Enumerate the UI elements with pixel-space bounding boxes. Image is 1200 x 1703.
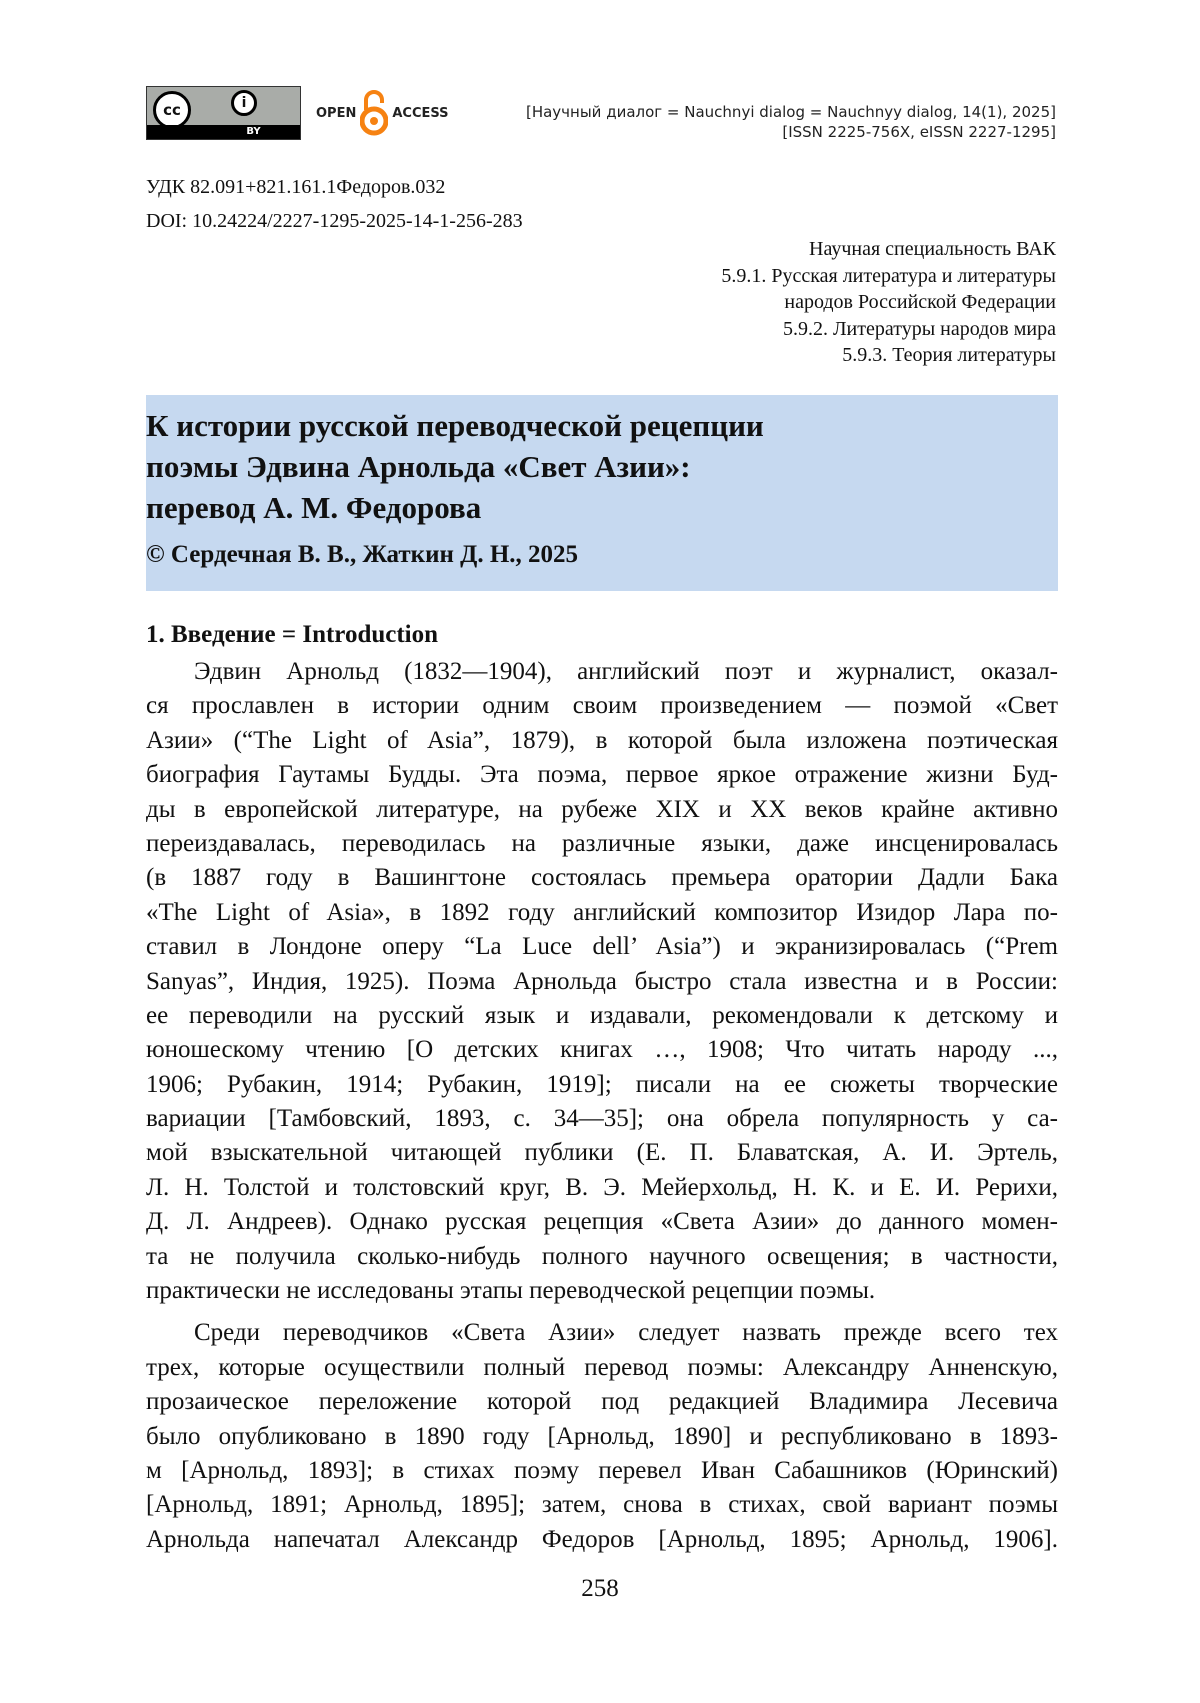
paragraph-line: [Арнольд, 1891; Арнольд, 1895]; затем, снова в стихах, свой вариант поэмы [146,1491,1058,1519]
cc-by-license-badge [146,86,301,140]
paragraph-line: Sanyas”, Индия, 1925). Поэма Арнольда быстро стала известна и в России: [146,967,1058,995]
paragraph-line: ставил в Лондоне оперу “La Luce dell’ Asia”) и экранизировалась (“Prem [146,933,1058,961]
paragraph-line: «The Light of Asia», в 1892 году английский композитор Изидор Лара по- [146,898,1058,926]
attribution-person-icon: i [231,90,257,116]
paragraph-line: 1906; Рубакин, 1914; Рубакин, 1919]; писали на ее сюжеты творческие [146,1070,1058,1098]
paragraph-line: было опубликовано в 1890 году [Арнольд, 1890] и республиковано в 1893- [146,1422,1058,1450]
title-line: К истории русской переводческой рецепции [146,408,764,443]
paragraph-line: ды в европейской литературе, на рубеже XIX и XX веков крайне активно [146,795,1058,823]
paragraph-line: юношескому чтению [О детских книгах …, 1908; Что читать народу ..., [146,1036,1058,1064]
paragraph-line: мой взыскательной читающей публики (Е. П. Блаватская, А. И. Эртель, [146,1139,1058,1167]
title-box [146,395,1058,591]
paragraph-line: прозаическое переложение которой под редакцией Владимира Лесевича [146,1388,1058,1416]
body-text [146,655,1058,1557]
journal-line: [Научный диалог = Nauchnyi dialog = Nauchnyy dialog, 14(1), 2025] [525,103,1056,121]
specialty-line: 5.9.2. Литературы народов мира [782,317,1056,340]
article-title [146,405,764,528]
paragraph-line: Арнольда напечатал Александр Федоров [Арнольд, 1895; Арнольд, 1906]. [146,1525,1058,1553]
paragraph-line: Д. Л. Андреев). Однако русская рецепция «Света Азии» до данного момен- [146,1208,1058,1236]
paragraph-line: Среди переводчиков «Света Азии» следует назвать прежде всего тех [194,1319,1058,1347]
paragraph-line: Азии» (“The Light of Asia”, 1879), в которой была изложена поэтическая [146,726,1058,754]
by-label: BY [147,125,300,139]
paragraph-line: ся прославлен в истории одним своим произведением — поэмой «Свет [146,692,1058,720]
open-label: OPEN [316,105,357,121]
journal-citation [526,102,1056,142]
cc-icon: cc [153,91,191,129]
paragraph-line: (в 1887 году в Вашингтоне состоялась премьера оратории Дадли Бака [146,864,1058,892]
authors: © Сердечная В. В., Жаткин Д. Н., 2025 [146,541,579,568]
paragraph-line: Л. Н. Толстой и толстовский круг, В. Э. Мейерхольд, Н. К. и Е. И. Рерихи, [146,1173,1058,1201]
paragraph-line: биография Гаутамы Будды. Эта поэма, первое яркое отражение жизни Буд- [146,761,1058,789]
paragraph-line: трех, которые осуществили полный перевод поэмы: Александру Анненскую, [146,1353,1058,1381]
page-number: 258 [581,1575,619,1602]
paragraph-line: переиздавалась, переводилась на различные языки, даже инсценировалась [146,829,1058,857]
title-line: поэмы Эдвина Арнольда «Свет Азии»: [146,449,691,484]
issn-line: [ISSN 2225-756X, eISSN 2227-1295] [782,123,1056,141]
specialty-line: народов Российской Федерации [784,291,1056,313]
paragraph-line: практически не исследованы этапы переводческой рецепции поэмы. [146,1277,876,1305]
specialty-block [721,236,1056,369]
paragraph-line: вариации [Тамбовский, 1893, с. 34—35]; она обрела популярность у са- [146,1105,1058,1133]
access-label: ACCESS [392,105,449,121]
specialty-line: 5.9.3. Теория литературы [842,344,1056,366]
open-lock-icon [360,90,388,136]
udk: УДК 82.091+821.161.1Федоров.032 [146,176,446,198]
open-access-logo [316,88,449,138]
paragraph-line: ее переводили на русский язык и издавали, рекомендовали к детскому и [146,1001,1058,1029]
paragraph-line: м [Арнольд, 1893]; в стихах поэму перевел Иван Сабашников (Юринский) [146,1456,1058,1484]
specialty-line: Научная специальность ВАК [809,238,1056,260]
specialty-line: 5.9.1. Русская литература и литературы [721,264,1056,287]
section-heading: 1. Введение = Introduction [146,621,439,648]
paragraph-line: Эдвин Арнольд (1832—1904), английский поэт и журналист, оказал- [194,658,1058,685]
title-line: перевод А. М. Федорова [146,490,482,525]
doi: DOI: 10.24224/2227-1295-2025-14-1-256-283 [146,210,523,232]
paragraph-line: та не получила сколько-нибудь полного научного освещения; в частности, [146,1242,1058,1270]
